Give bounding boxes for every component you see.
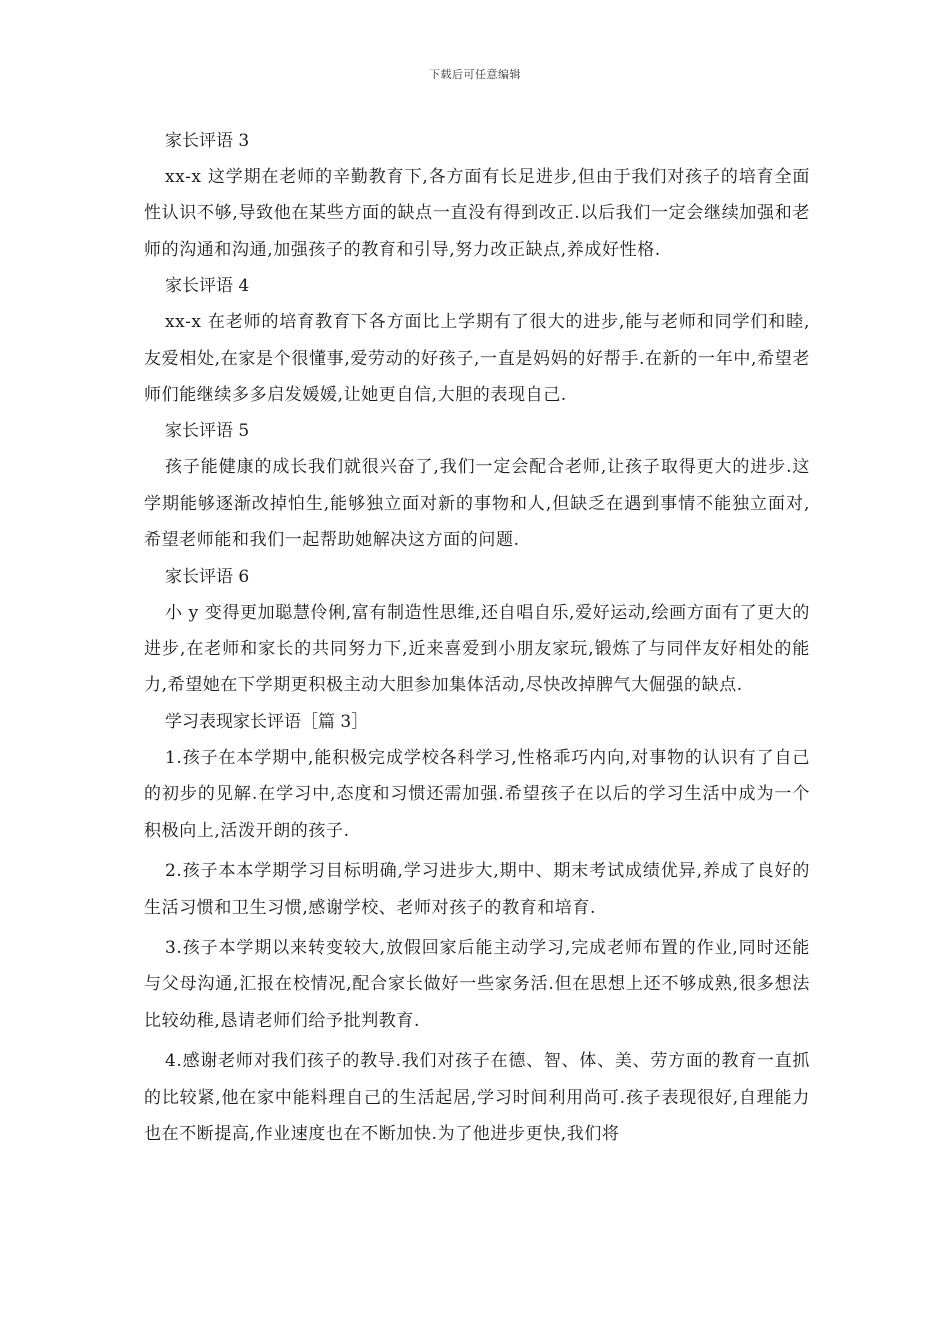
part-section [144,704,810,1152]
section-paragraph: 小 y 变得更加聪慧伶俐,富有制造性思维,还自唱自乐,爱好运动,绘画方面有了更大的进步,在老师和家长的共同努力下,近来喜爱到小朋友家玩,锻炼了与同伴友好相处的能力,希望她在下学期更积极主动大胆参加集体活动,尽快改掉脾气大倔强的缺点. [144,602,810,696]
comment-section [144,123,810,268]
numbered-item: 3.孩子本学期以来转变较大,放假回家后能主动学习,完成老师布置的作业,同时还能与父母沟通,汇报在校情况,配合家长做好一些家务活.但在思想上还不够成熟,很多想法比较幼稚,恳请老师们给予批判教育. [144,937,810,1031]
section-paragraph: 孩子能健康的成长我们就很兴奋了,我们一定会配合老师,让孩子取得更大的进步.这学期能够逐渐改掉怕生,能够独立面对新的事物和人,但缺乏在遇到事情不能独立面对,希望老师能和我们一起帮助她解决这方面的问题. [144,457,810,551]
comment-section [144,413,810,558]
numbered-item: 2.孩子本本学期学习目标明确,学习进步大,期中、期末考试成绩优异,养成了良好的生活习惯和卫生习惯,感谢学校、老师对孩子的教育和培育. [144,861,810,918]
numbered-item: 4.感谢老师对我们孩子的教导.我们对孩子在德、智、体、美、劳方面的教育一直抓的比较紧,他在家中能料理自己的生活起居,学习时间利用尚可.孩子表现很好,自理能力也在不断提高,作业速度也在不断加快.为了他进步更快,我们将 [144,1051,810,1144]
section-heading: 家长评语 5 [165,421,250,442]
section-heading: 家长评语 4 [165,276,250,297]
document-body [144,123,810,1156]
comment-section [144,268,810,413]
section-paragraph: xx-x 这学期在老师的辛勤教育下,各方面有长足进步,但由于我们对孩子的培育全面性认识不够,导致他在某些方面的缺点一直没有得到改正.以后我们一定会继续加强和老师的沟通和沟通,加强孩子的教育和引导,努力改正缺点,养成好性格. [144,167,810,260]
part-heading: 学习表现家长评语［篇 3］ [165,711,369,732]
comment-section [144,559,810,704]
header-note: 下载后可任意编辑 [429,68,521,81]
section-heading: 家长评语 3 [165,131,250,151]
numbered-item: 1.孩子在本学期中,能积极完成学校各科学习,性格乖巧内向,对事物的认识有了自己的初步的见解.在学习中,态度和习惯还需加强.希望孩子在以后的学习生活中成为一个积极向上,活泼开朗的孩子. [144,747,811,841]
section-paragraph: xx-x 在老师的培育教育下各方面比上学期有了很大的进步,能与老师和同学们和睦,友爱相处,在家是个很懂事,爱劳动的好孩子,一直是妈妈的好帮手.在新的一年中,希望老师们能继续多多启发媛媛,让她更自信,大胆的表现自己. [144,312,810,406]
section-heading: 家长评语 6 [165,566,250,587]
